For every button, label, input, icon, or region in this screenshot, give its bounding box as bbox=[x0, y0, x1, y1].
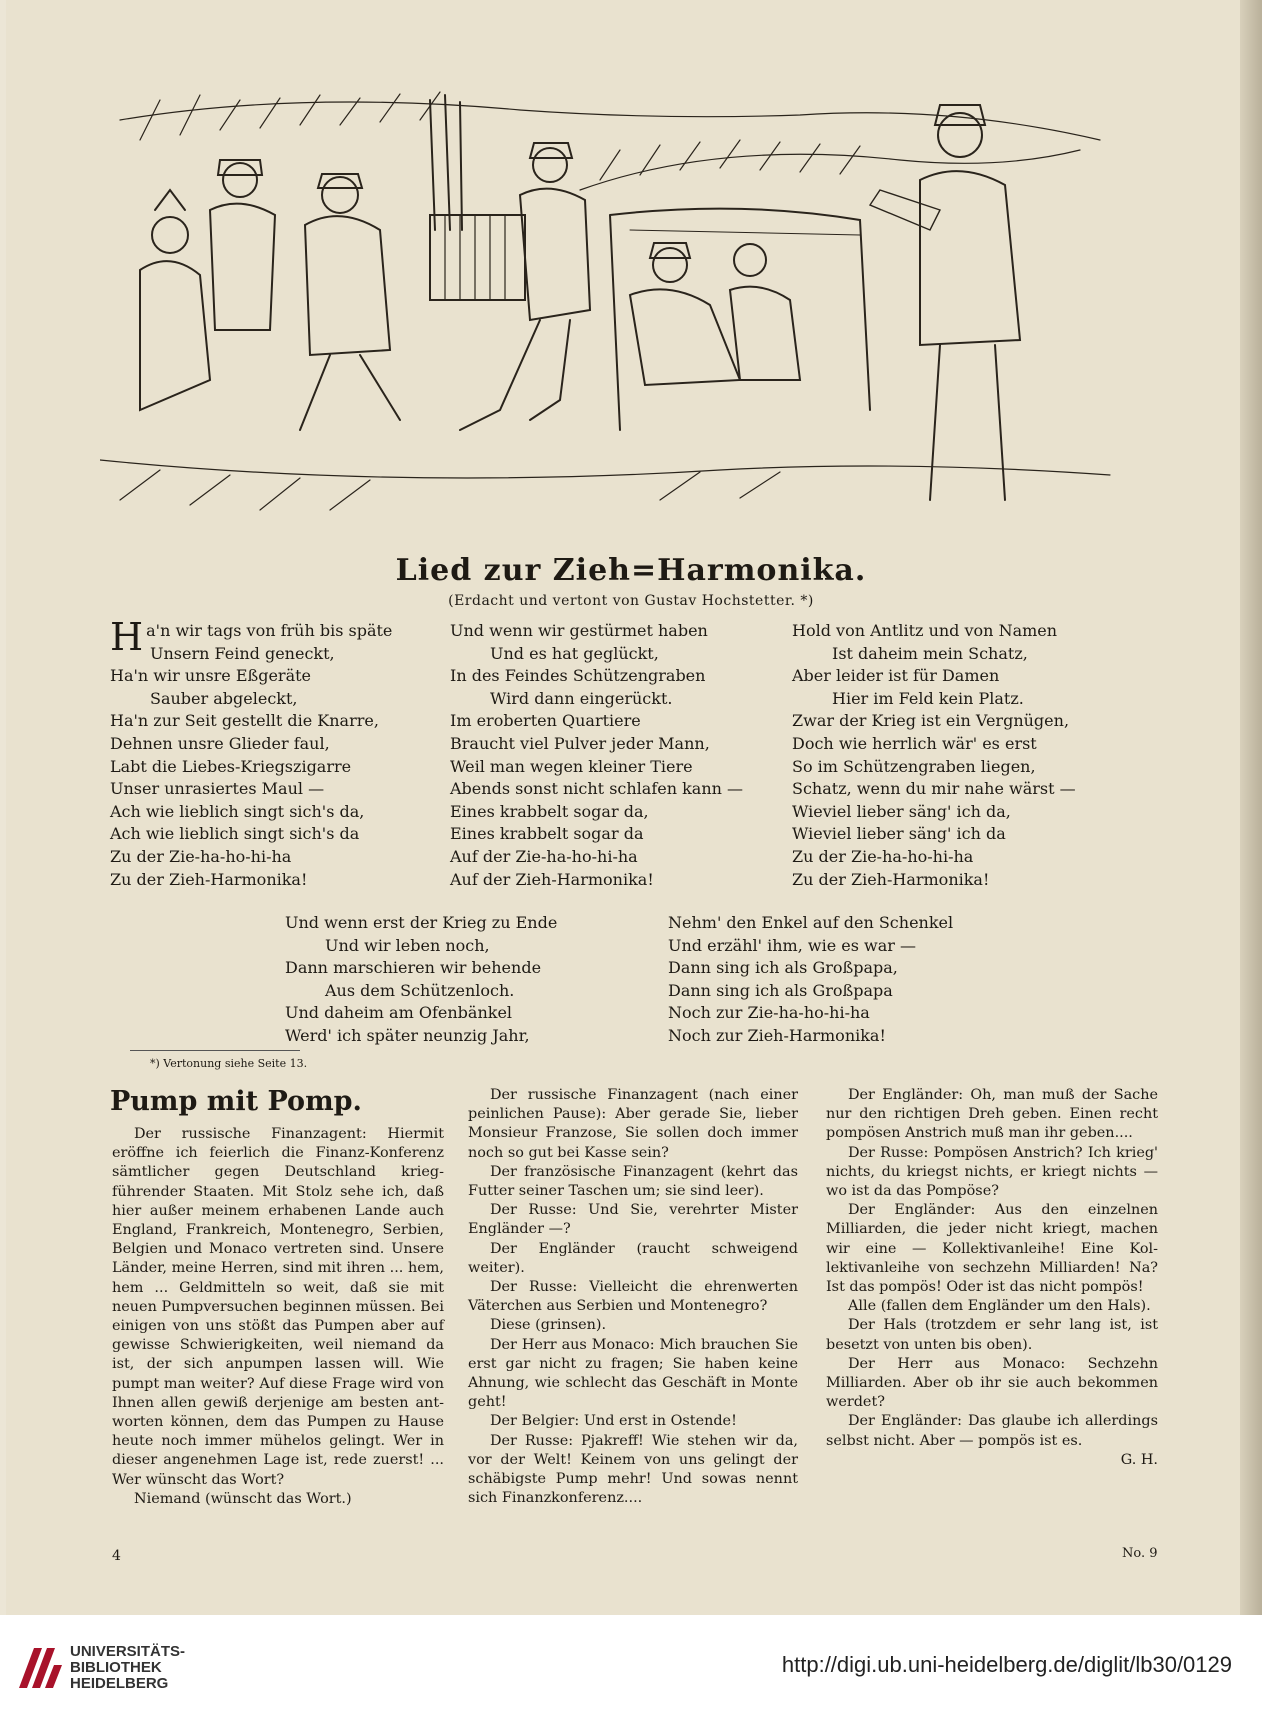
stanza-line: Eines krabbelt sogar da, bbox=[450, 801, 649, 821]
article-paragraph: Der Engländer: Das glaube ich allerdings selbst nicht. Aber — pompös ist es. bbox=[826, 1413, 1158, 1449]
stanza-line: Doch wie herrlich wär' es erst bbox=[792, 733, 1037, 753]
footnote: *) Vertonung siehe Seite 13. bbox=[150, 1057, 308, 1070]
song-stanza-1 bbox=[110, 615, 393, 891]
stanza-line: Unser unrasiertes Maul — bbox=[110, 779, 325, 799]
stanza-line: Ha'n wir tags von früh bis späte bbox=[110, 615, 393, 659]
article-paragraph: Der Herr aus Monaco: Sechzehn Milliarden. Aber ob ihr sie auch bekommen werdet? bbox=[826, 1355, 1158, 1411]
stanza-line: Braucht viel Pulver jeder Mann, bbox=[450, 733, 710, 753]
stanza-line: Ha'n wir unsre Eßgeräte bbox=[110, 666, 312, 686]
article-paragraph: Niemand (wünscht das Wort.) bbox=[134, 1490, 352, 1507]
harmonica-accordion bbox=[430, 215, 525, 300]
stanza-line: Auf der Zie-ha-ho-hi-ha bbox=[450, 846, 638, 866]
stanza-line: Dann marschieren wir behende bbox=[285, 958, 542, 978]
footnote-rule bbox=[130, 1050, 300, 1051]
article-paragraph: Der russische Finanzagent (nach einer peinlichen Pause): Aber gerade Sie, lieber Monsieur Franzose, Sie sollen doch immer noch so gut bei Kasse sein? bbox=[468, 1087, 798, 1161]
stanza-line: Wieviel lieber säng' ich da bbox=[792, 824, 1006, 844]
stanza-line: Unsern Feind geneckt, bbox=[150, 643, 335, 663]
article-paragraph: Alle (fallen dem Engländer um den Hals). bbox=[848, 1298, 1151, 1315]
stanza-line: Hold von Antlitz und von Namen bbox=[792, 621, 1058, 640]
stanza-line: Ha'n zur Seit gestellt die Knarre, bbox=[110, 711, 379, 731]
stanza-line: Aber leider ist für Damen bbox=[792, 666, 1000, 686]
stanza-line: Abends sonst nicht schlafen kann — bbox=[450, 779, 744, 799]
library-name: UNIVERSITÄTS- BIBLIOTHEK HEIDELBERG bbox=[70, 1643, 186, 1692]
stanza-line: Noch zur Zieh-Harmonika! bbox=[668, 1025, 886, 1045]
signature-line bbox=[826, 1451, 1158, 1470]
song-stanza-2 bbox=[450, 620, 743, 891]
article-paragraph: Der Hals (trotzdem er sehr lang ist, ist besetzt von unten bis oben). bbox=[826, 1317, 1158, 1353]
stanza-line: Dann sing ich als Großpapa bbox=[668, 980, 893, 1000]
song-stanza-3 bbox=[792, 620, 1076, 891]
trench-wall-hatching bbox=[100, 92, 1110, 510]
stanza-line: Und wenn wir gestürmet haben bbox=[450, 621, 708, 640]
article-column-2 bbox=[468, 1086, 798, 1508]
stanza-line: Hier im Feld kein Platz. bbox=[832, 688, 1024, 708]
stanza-line: So im Schützengraben liegen, bbox=[792, 756, 1036, 776]
article-paragraph: Diese (grinsen). bbox=[490, 1317, 607, 1334]
stanza-line: Dehnen unsre Glieder faul, bbox=[110, 733, 330, 753]
stanza-line: Ach wie lieblich singt sich's da, bbox=[110, 801, 365, 821]
stanza-line: Zu der Zieh-Harmonika! bbox=[792, 869, 990, 889]
stanza-line: Und es hat geglückt, bbox=[490, 643, 659, 663]
stanza-line: Zwar der Krieg ist ein Vergnügen, bbox=[792, 711, 1070, 731]
dugout-opening bbox=[610, 209, 870, 430]
signature: G. H. bbox=[1120, 1451, 1158, 1468]
rifles bbox=[430, 95, 462, 230]
article-column-3 bbox=[826, 1086, 1158, 1470]
issue-number: No. 9 bbox=[1122, 1546, 1158, 1561]
stanza-line: Zu der Zie-ha-ho-hi-ha bbox=[792, 846, 974, 866]
article-column-1 bbox=[112, 1125, 444, 1509]
song-stanza-5 bbox=[668, 912, 953, 1048]
drop-cap: H bbox=[110, 615, 144, 659]
stanza-line: Nehm' den Enkel auf den Schenkel bbox=[668, 913, 954, 932]
stanza-line: Werd' ich später neunzig Jahr, bbox=[285, 1025, 530, 1045]
page-edge-shadow bbox=[1240, 0, 1262, 1615]
article-paragraph: Der Engländer: Oh, man muß der Sache nur den richtigen Dreh geben. Einen recht pompösen Anstrich muß man ihr geben.... bbox=[826, 1087, 1158, 1142]
article-paragraph: Der Russe: Pompösen Anstrich? Ich krieg' nichts, du kriegst nichts, er kriegt nichts — wo ist da das Pompöse? bbox=[826, 1144, 1158, 1200]
song-title: Lied zur Zieh=Harmonika. bbox=[395, 553, 867, 588]
soldier-figures bbox=[140, 105, 1020, 500]
stanza-line: Und wir leben noch, bbox=[325, 935, 490, 955]
article-title: Pump mit Pomp. bbox=[110, 1086, 362, 1117]
article-paragraph: Der Engländer (raucht schweigend weiter). bbox=[468, 1240, 798, 1276]
stanza-line: Noch zur Zie-ha-ho-hi-ha bbox=[668, 1003, 870, 1023]
article-paragraph: Der Belgier: Und erst in Ostende! bbox=[490, 1413, 737, 1430]
stanza-line: Zu der Zie-ha-ho-hi-ha bbox=[110, 846, 292, 866]
stanza-line: Auf der Zieh-Harmonika! bbox=[450, 869, 654, 889]
library-logo-icon bbox=[14, 1643, 64, 1693]
stanza-line: Und wenn erst der Krieg zu Ende bbox=[285, 913, 558, 932]
stanza-line: In des Feindes Schützengraben bbox=[450, 666, 706, 686]
stanza-line: Und daheim am Ofenbänkel bbox=[285, 1003, 513, 1023]
stanza-line: Zu der Zieh-Harmonika! bbox=[110, 869, 308, 889]
stanza-line: Ist daheim mein Schatz, bbox=[832, 643, 1028, 663]
stanza-line: Labt die Liebes-Kriegszigarre bbox=[110, 756, 352, 776]
stanza-line: Ach wie lieblich singt sich's da bbox=[110, 824, 360, 844]
article-paragraph: Der Russe: Und Sie, verehrter Mister Engländer —? bbox=[468, 1202, 798, 1238]
page-number: 4 bbox=[112, 1548, 121, 1564]
article-paragraph: Der Russe: Pjakreff! Wie stehen wir da, vor der Welt! Keinem von uns gelingt der schäbigste Pump mehr! Und sowas nennt sich Finanzkonferenz.... bbox=[468, 1432, 798, 1507]
song-stanza-4 bbox=[285, 912, 557, 1048]
source-url-link[interactable]: http://digi.ub.uni-heidelberg.de/diglit/lb30/0129 bbox=[781, 1652, 1232, 1677]
trench-illustration bbox=[100, 80, 1120, 520]
stanza-line: Wieviel lieber säng' ich da, bbox=[792, 801, 1011, 821]
stanza-line: Aus dem Schützenloch. bbox=[325, 980, 515, 1000]
stanza-line: Wird dann eingerückt. bbox=[490, 688, 673, 708]
article-paragraph: Der russische Finanzagent: Hiermit eröffne ich feierlich die Finanz-Konferenz sämtlicher gegen Deutschland kriegführender Staaten. Mit Stolz sehe ich, daß hier außer meinem erhabenen Lande auch England, Frankreich, Montenegro, Serbien, Belgien und Monaco vertreten sind. Unsere Länder, meine Herren, sind mit ihren ... hem, hem ... Geldmitteln so weit, daß sie mit neuen Pumpversuchen beginnen müssen. Bei einigen von uns stößt das Pumpen aber auf gewisse Schwierigkeiten, weil niemand da ist, der sich anpumpen lassen will. Wie pumpt man weiter? Auf diese Frage wird von Ihnen allen gewiß derjenige am besten antworten können, dem das Pumpen zu Hause heute noch immer mühelos gelingt. Wer in dieser angenehmen Lage ist, rede zuerst! ... Wer wünscht das Wort? bbox=[112, 1126, 444, 1488]
article-paragraph: Der französische Finanzagent (kehrt das Futter seiner Taschen um; sie sind leer). bbox=[468, 1163, 798, 1200]
stanza-line: Sauber abgeleckt, bbox=[150, 688, 298, 708]
stanza-line: Und erzähl' ihm, wie es war — bbox=[668, 935, 916, 955]
article-paragraph: Der Herr aus Monaco: Mich brauchen Sie erst gar nicht zu fragen; Sie haben keine Ahnung, wie schlecht das Geschäft in Monte geht! bbox=[468, 1336, 798, 1411]
stanza-line: Schatz, wenn du mir nahe wärst — bbox=[792, 779, 1076, 799]
article-paragraph: Der Engländer: Aus den einzelnen Milliarden, die jeder nicht kriegt, machen wir eine — Kollektivanleihe! Eine Kollektivanleihe von sechzehn Milliarden! Na? Ist das pompös! Oder ist das nicht pompös! bbox=[826, 1202, 1158, 1296]
song-subtitle: (Erdacht und vertont von Gustav Hochstetter. *) bbox=[448, 593, 814, 609]
stanza-line: Dann sing ich als Großpapa, bbox=[668, 958, 898, 978]
stanza-line: Weil man wegen kleiner Tiere bbox=[450, 756, 693, 776]
article-paragraph: Der Russe: Vielleicht die ehrenwerten Väterchen aus Serbien und Montenegro? bbox=[468, 1279, 798, 1315]
stanza-line: Im eroberten Quartiere bbox=[450, 711, 641, 731]
stanza-line: Eines krabbelt sogar da bbox=[450, 824, 644, 844]
